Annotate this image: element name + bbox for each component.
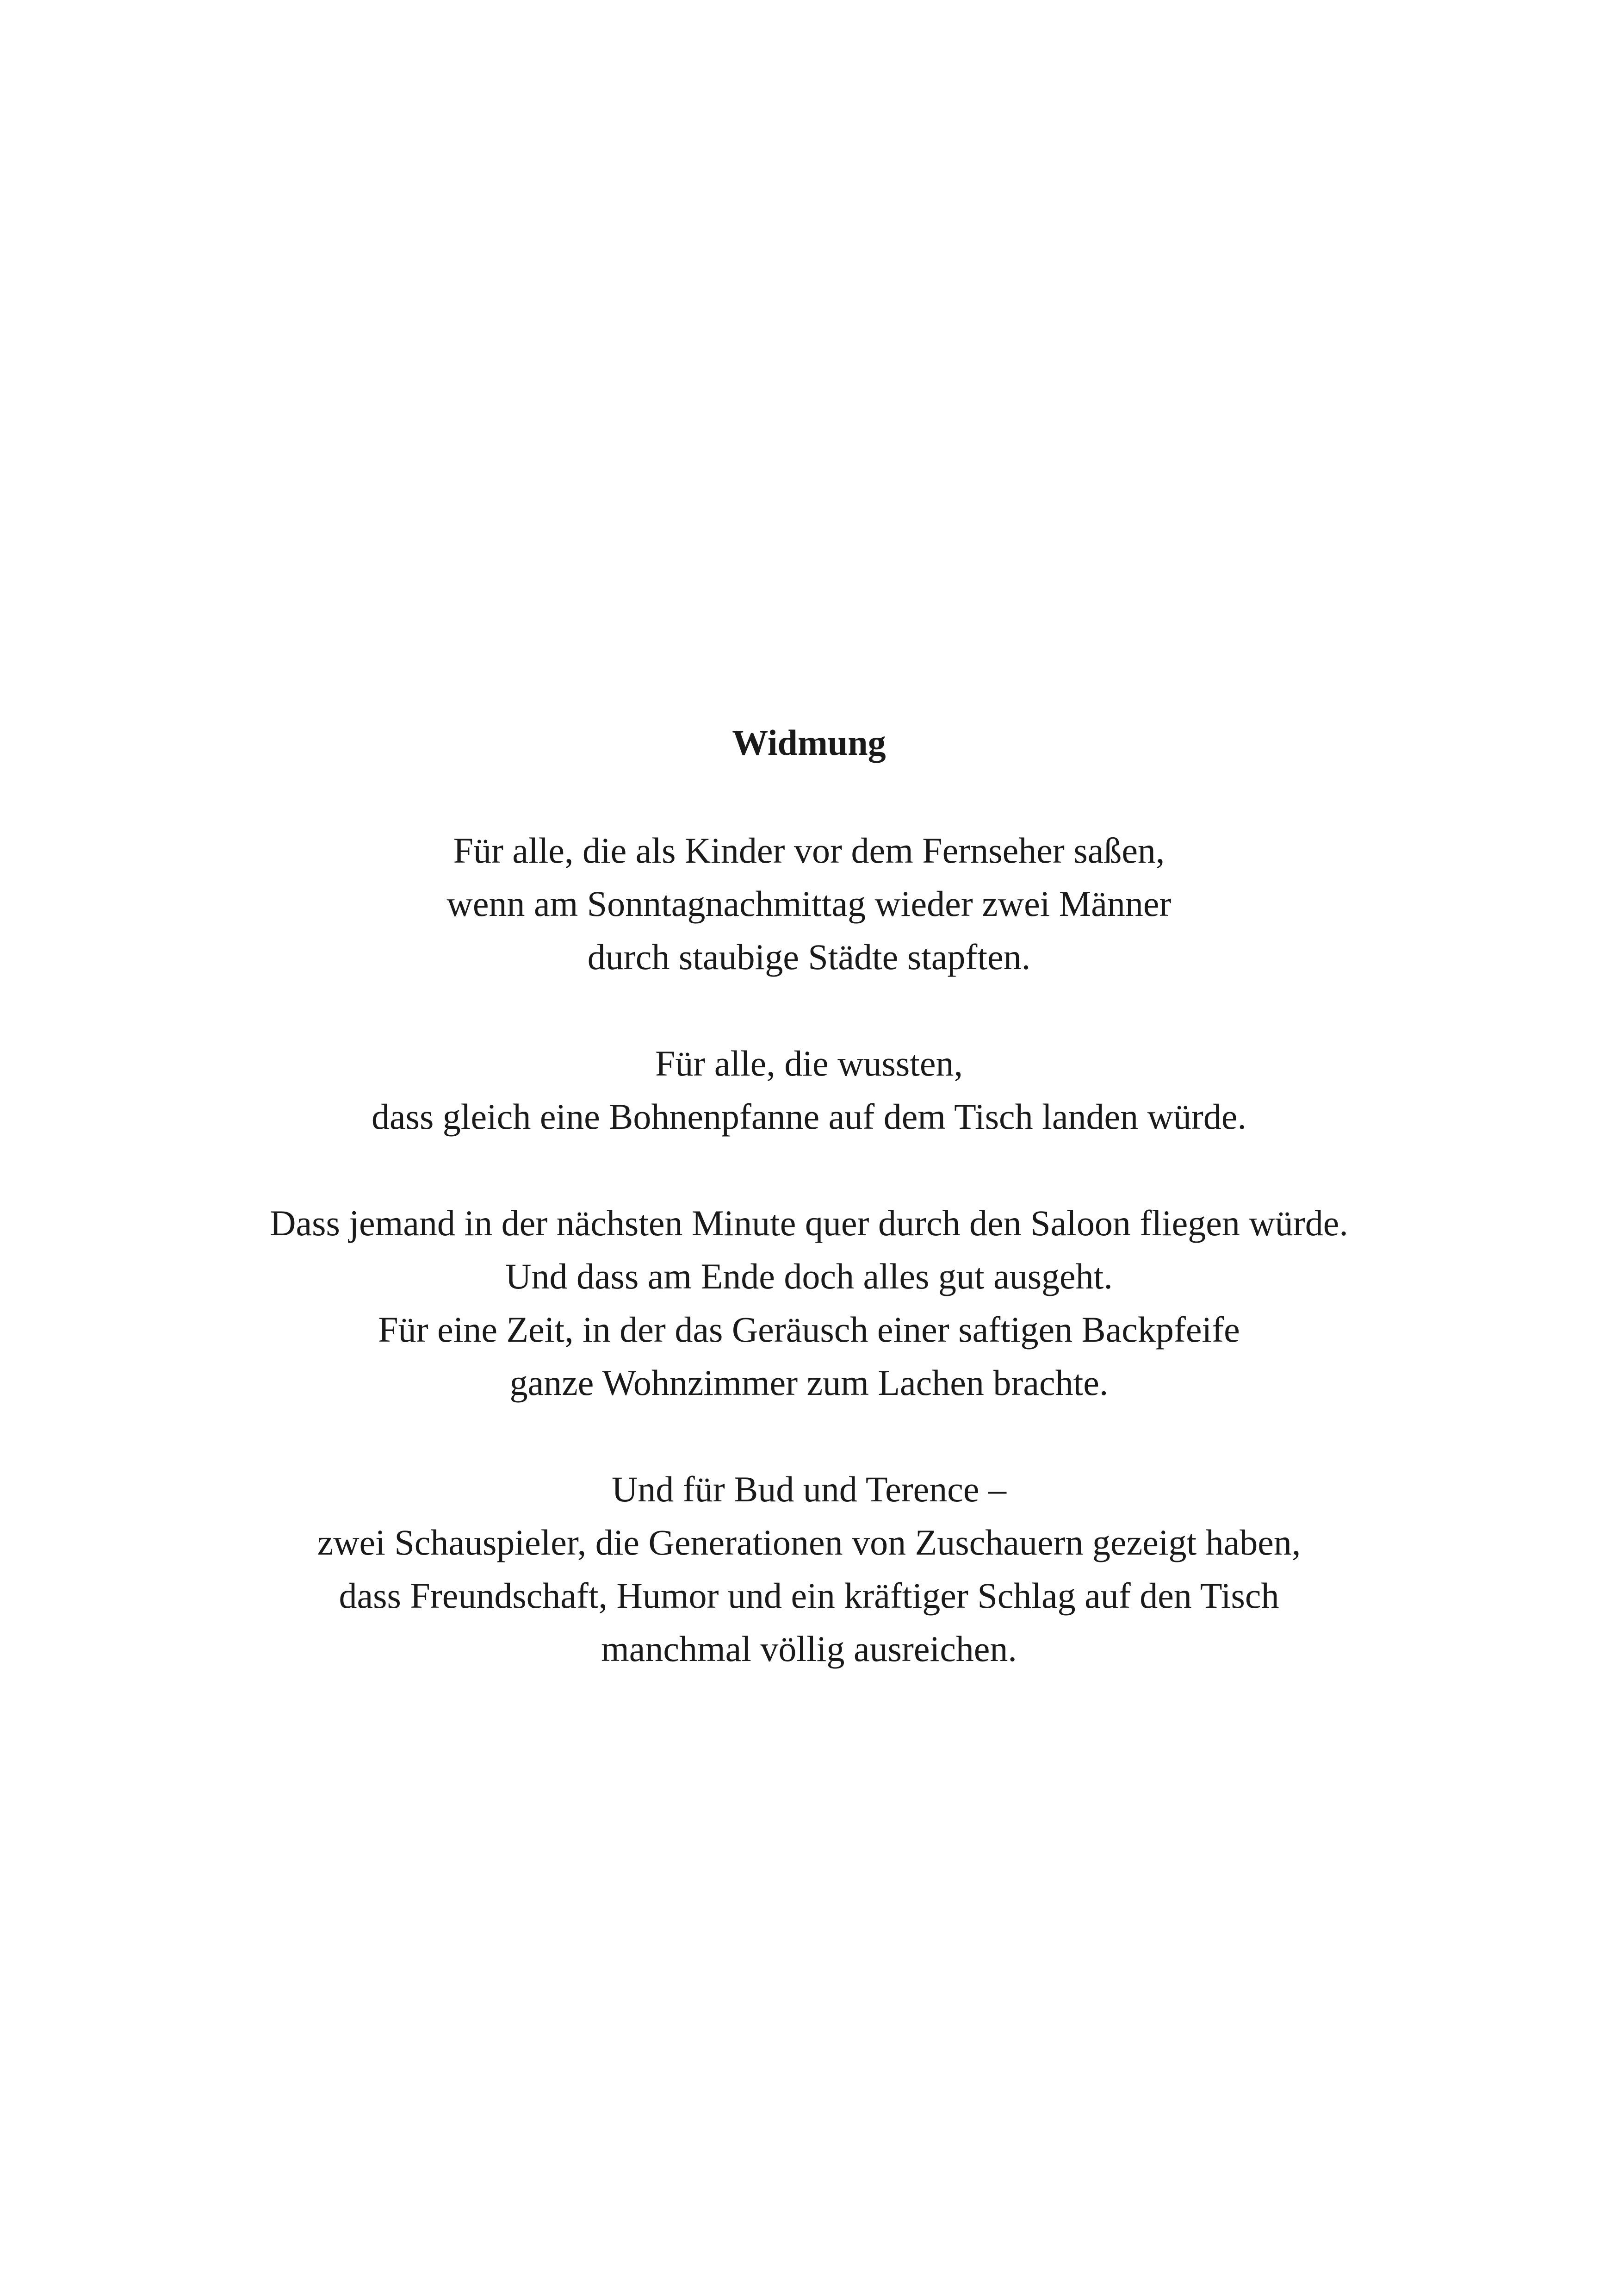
stanza-line: Für alle, die als Kinder vor dem Fernseher saßen, — [453, 830, 1165, 871]
stanza-line: dass Freundschaft, Humor und ein kräftiger Schlag auf den Tisch — [339, 1575, 1279, 1616]
stanza-line: ganze Wohnzimmer zum Lachen brachte. — [509, 1363, 1109, 1403]
stanza-line: Dass jemand in der nächsten Minute quer durch den Saloon fliegen würde. — [270, 1203, 1348, 1243]
stanza-line: wenn am Sonntagnachmittag wieder zwei Männer — [446, 884, 1172, 924]
stanza-line: Und für Bud und Terence – — [611, 1469, 1007, 1509]
stanza-line: Für alle, die wussten, — [655, 1043, 963, 1083]
stanza-2 — [0, 1037, 1618, 1143]
stanza-line: manchmal völlig ausreichen. — [601, 1629, 1017, 1669]
dedication-block — [0, 720, 1618, 1675]
stanza-4 — [0, 1462, 1618, 1675]
stanza-line: durch staubige Städte stapften. — [587, 937, 1031, 977]
stanza-3 — [0, 1196, 1618, 1409]
stanza-1 — [0, 824, 1618, 983]
stanza-line: zwei Schauspieler, die Generationen von Zuschauern gezeigt haben, — [317, 1522, 1301, 1562]
stanza-line: dass gleich eine Bohnenpfanne auf dem Tisch landen würde. — [371, 1096, 1247, 1137]
stanza-line: Und dass am Ende doch alles gut ausgeht. — [505, 1256, 1113, 1296]
stanza-line: Für eine Zeit, in der das Geräusch einer saftigen Backpfeife — [378, 1309, 1240, 1350]
dedication-title: Widmung — [732, 722, 886, 763]
